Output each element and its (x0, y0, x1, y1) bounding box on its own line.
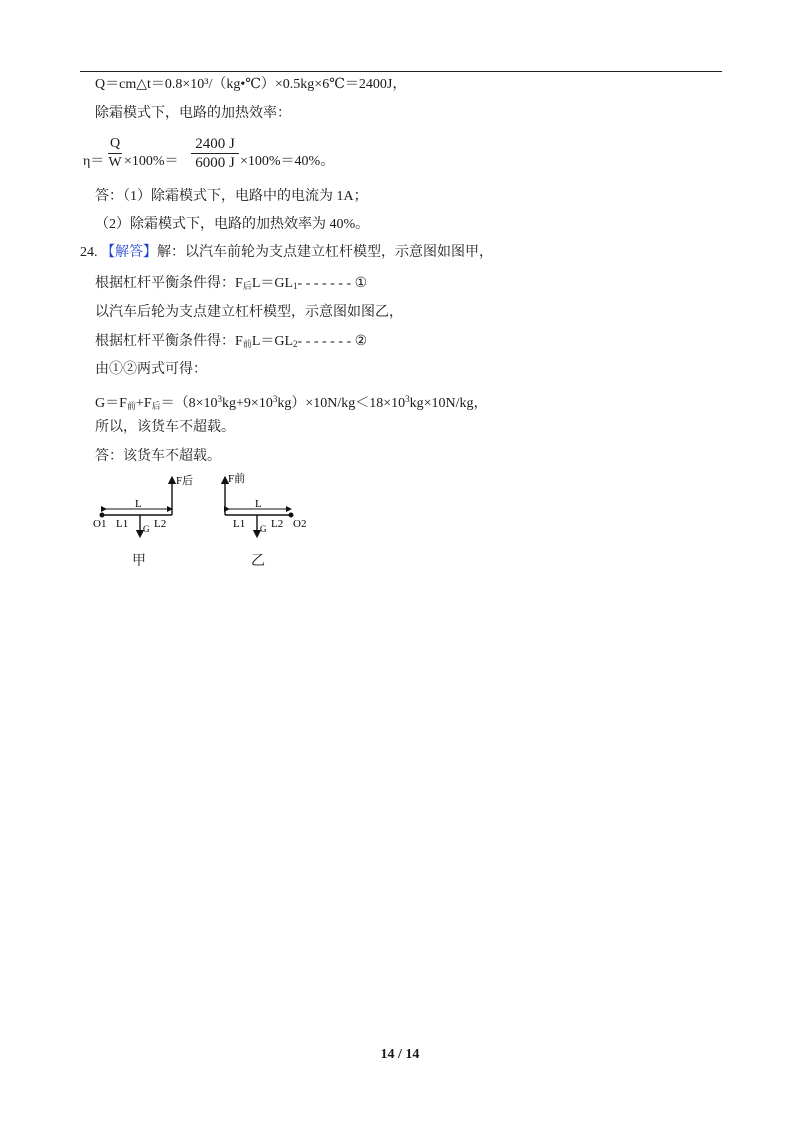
gravity-label: G (143, 524, 150, 534)
eta-tail: ×100%＝40%。 (240, 154, 335, 169)
answer-1: 答：（1）除霜模式下，电路中的电流为 1A； (95, 189, 368, 204)
pivot-point (100, 513, 105, 518)
force-label: F前 (228, 473, 246, 485)
gravity-label: G (260, 524, 267, 534)
page-number: 14 / 14 (380, 1047, 420, 1062)
question-24-text: 解：以汽车前轮为支点建立杠杆模型，示意图如图甲， (157, 245, 493, 260)
conclusion-text: 所以，该货车不超载。 (95, 420, 235, 435)
balance2-part-a: 根据杠杆平衡条件得：F (95, 334, 243, 349)
g-sub-rear: 后 (151, 401, 161, 411)
lever-diagram-yi (215, 470, 315, 545)
question-24-heading (80, 244, 493, 262)
eta-lhs: η＝ (83, 154, 105, 169)
g-sub-front: 前 (126, 401, 136, 411)
balance1-part-a: 根据杠杆平衡条件得：F (95, 276, 243, 291)
heat-formula: Q＝cm△t＝0.8×10³/（kg•℃）×0.5kg×6℃＝2400J， (95, 77, 407, 92)
balance1-part-b: L＝GL (251, 276, 294, 291)
caption-jia: 甲 (132, 553, 146, 569)
g-part-c: ＝（8×10 (160, 396, 218, 411)
fraction-denominator: W (108, 155, 122, 170)
combine-text: 由①②两式可得： (95, 362, 207, 377)
length-l1-label: L1 (116, 518, 129, 530)
pivot-point (289, 513, 294, 518)
weight-equation (95, 390, 488, 415)
fraction-denominator: 6000 J (195, 155, 235, 171)
balance-equation-2 (95, 333, 367, 353)
caption-yi: 乙 (251, 553, 265, 569)
question-number: 24. (80, 245, 98, 260)
g-part-f: kg×10N/kg， (409, 396, 488, 411)
balance2-part-b: L＝GL (251, 334, 294, 349)
balance1-subscript: 后 (242, 281, 252, 291)
length-label: L (255, 498, 262, 510)
fraction-bar (191, 153, 239, 154)
eta-mid: ×100%＝ (124, 154, 179, 169)
force-label: F后 (176, 475, 194, 487)
rear-model-text: 以汽车后轮为支点建立杠杆模型，示意图如图乙， (95, 305, 403, 320)
balance1-part-c: - - - - - - - ① (297, 276, 368, 291)
lever-diagram-jia (90, 470, 200, 545)
length-label: L (135, 498, 142, 510)
g-part-d: kg+9×10 (222, 396, 273, 411)
pivot-label: O2 (293, 518, 307, 530)
final-answer: 答：该货车不超载。 (95, 449, 221, 464)
balance2-subscript-2: 2 (293, 339, 298, 349)
solution-tag: 【解答】 (101, 245, 157, 260)
length-l1-label: L1 (233, 518, 246, 530)
length-l2-label: L2 (154, 518, 167, 530)
g-exp-1: 3 (217, 394, 223, 404)
g-part-b: +F (135, 396, 152, 411)
fraction-bar (108, 153, 122, 154)
answer-2: （2）除霜模式下，电路的加热效率为 40%。 (95, 217, 370, 232)
fraction-2400-over-6000 (191, 136, 239, 171)
g-exp-3: 3 (405, 394, 410, 404)
g-exp-2: 3 (272, 394, 278, 404)
balance2-part-c: - - - - - - - ② (297, 334, 368, 349)
balance2-subscript: 前 (242, 339, 252, 349)
header-rule (80, 71, 722, 72)
g-part-e: kg）×10N/kg＜18×10 (277, 396, 406, 411)
length-l2-label: L2 (271, 518, 284, 530)
fraction-numerator: Q (109, 136, 121, 151)
efficiency-intro: 除霜模式下，电路的加热效率： (95, 106, 291, 121)
balance1-subscript-2: 1 (293, 281, 298, 291)
fraction-q-over-w (108, 136, 122, 171)
balance-equation-1 (95, 275, 367, 295)
g-part-a: G＝F (95, 396, 127, 411)
fraction-numerator: 2400 J (195, 136, 235, 152)
pivot-label: O1 (93, 518, 107, 530)
